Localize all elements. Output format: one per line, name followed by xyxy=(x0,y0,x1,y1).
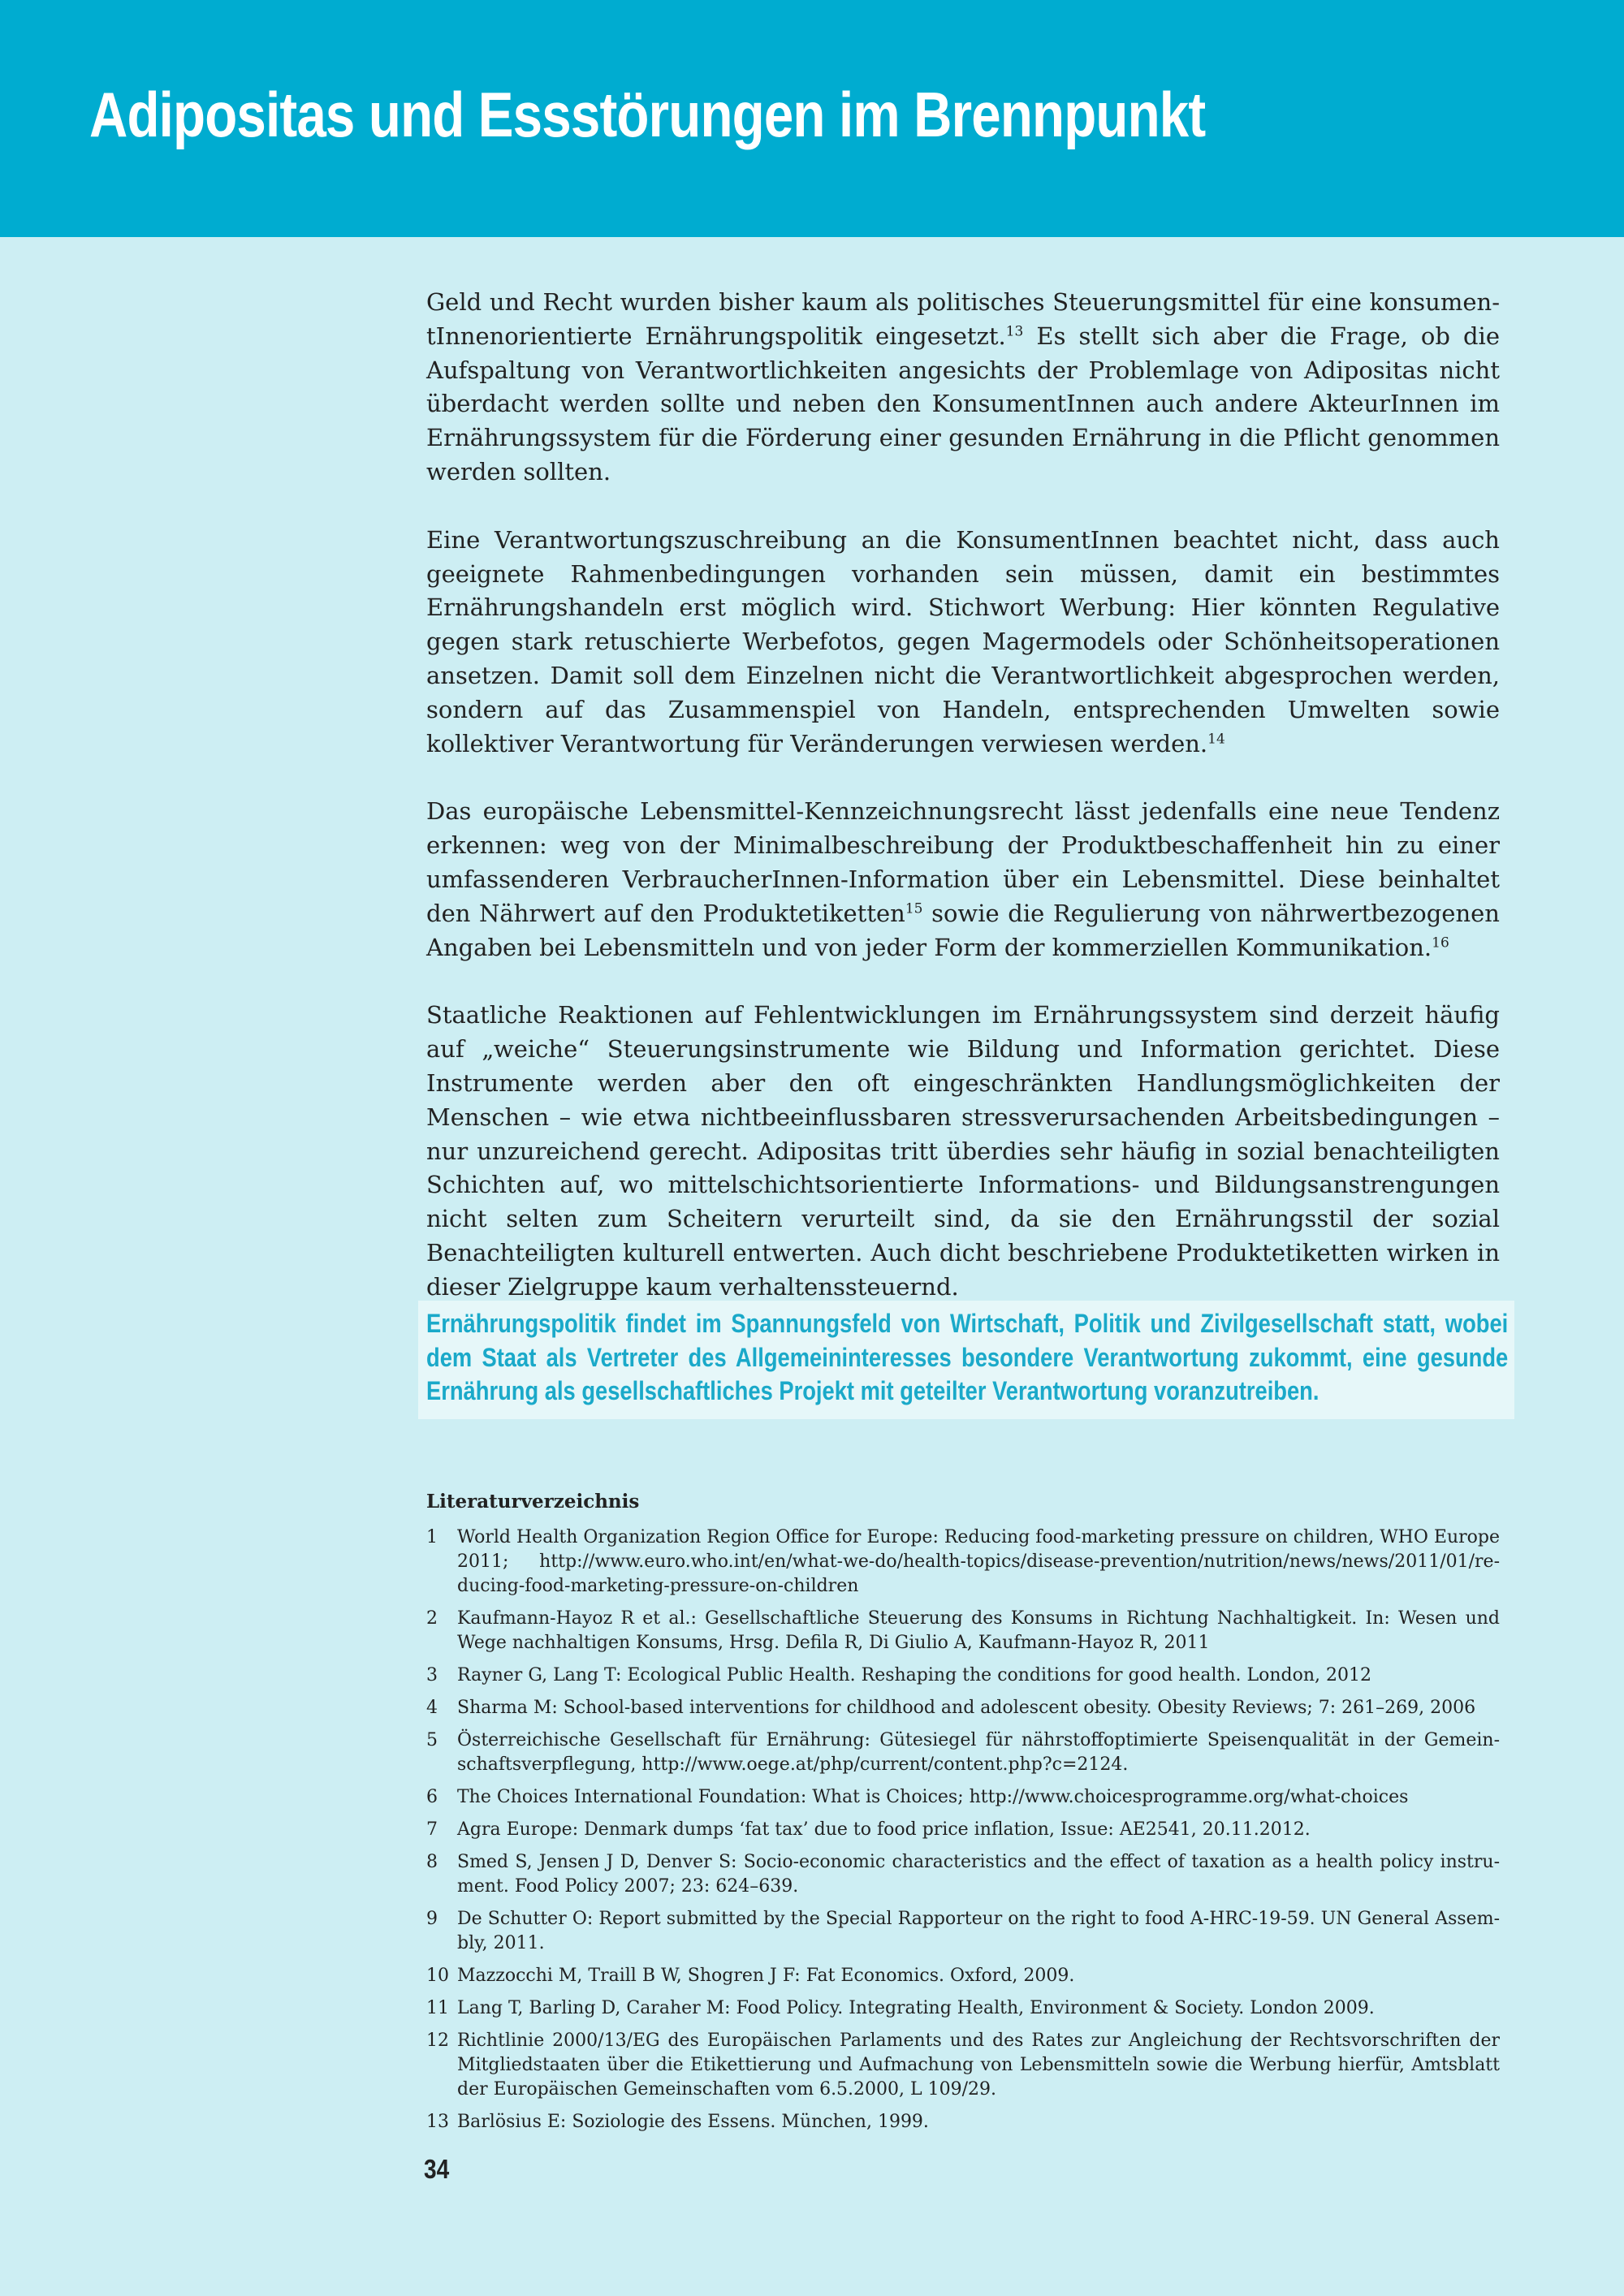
reference-number: 4 xyxy=(426,1698,438,1718)
reference-text: Richtlinie 2000/13/EG des Europäischen Parlaments und des Rates zur Angleichung der Rechtsvorschriften der Mitgliedstaaten über die Etikettierung und Aufmachung von Lebensmitteln sowie die Werbung hierfür, Amtsblatt der Europäischen Gemeinschaften vom 6.5.2000, L 109/29. xyxy=(457,2031,1500,2100)
callout-text: Ernährungspolitik findet im Spannungsfeld von Wirtschaft, Politik und Zivilgesellschaft statt, wobei dem Staat als Vertreter des Allgemeininteresses besondere Verantwortung zukommt, eine gesunde Ernährung als gesellschaftliches Projekt mit geteilter Verantwortung voranzutreiben. xyxy=(426,1309,1509,1405)
reference-number: 3 xyxy=(426,1665,438,1685)
paragraph-4: Staatliche Reaktionen auf Fehlentwicklungen im Ernährungssystem sind derzeit häufig auf „weiche“ Steuerungsinstrumente wie Bildung und Information gerichtet. Diese Instrumente werden aber den oft eingeschränkten Handlungsmöglichkeiten der Menschen – wie etwa nichtbeeinflussbaren stressverursachenden Arbeitsbedingungen – nur unzureichend gerecht. Adipositas tritt überdies sehr häufig in sozial benachteiligten Schichten auf, wo mittelschichtsorientierte Informations- und Bildungsanstrengungen nicht selten zum Scheitern verurteilt sind, da sie den Ernährungsstil der sozial Benachteiligten kulturell entwerten. Auch dicht beschriebene Produktetiketten wirken in dieser Zielgruppe kaum verhaltenssteuernd. xyxy=(426,1001,1500,1301)
paragraph-3-text: Das europäische Lebensmittel-Kennzeichnungsrecht lässt jedenfalls eine neue Tendenz erkennen: weg von der Minimalbeschreibung der Produktbeschaffenheit hin zu einer umfassenderen VerbraucherInnen-Information über ein Lebensmittel. Diese beinhaltet den Nährwert auf den Produktetiketten xyxy=(426,797,1500,927)
footnote-ref: 14 xyxy=(1207,730,1225,747)
reference-number: 1 xyxy=(426,1527,438,1547)
reference-text: Lang T, Barling D, Caraher M: Food Policy. Integrating Health, Environment & Society. London 2009. xyxy=(457,1998,1375,2018)
reference-text: Mazzocchi M, Traill B W, Shogren J F: Fat Economics. Oxford, 2009. xyxy=(457,1966,1075,1986)
reference-text: Österreichische Gesellschaft für Ernährung: Gütesiegel für nährstoffoptimierte Speisenqualität in der Gemeinschaftsverpflegung, http://www.oege.at/php/current/content.php?c=2124. xyxy=(457,1730,1500,1775)
references-section xyxy=(426,1491,1500,2143)
article-body xyxy=(426,286,1500,1319)
reference-item xyxy=(426,2110,1500,2134)
paragraph-1-text-cont: Es stellt sich aber die Frage, ob die Aufspaltung von Verantwortlichkeiten angesichts der Problemlage von Adipositas nicht überdacht werden sollte und neben den KonsumentInnen auch andere AkteurInnen im Ernährungssystem für die Förderung einer gesunden Ernährung in die Pflicht genommen werden sollten. xyxy=(426,322,1500,486)
reference-text: Kaufmann-Hayoz R et al.: Gesellschaftliche Steuerung des Konsums in Richtung Nachhaltigkeit. In: Wesen und Wege nachhaltigen Konsums, Hrsg. Defila R, Di Giulio A, Kaufmann-Hayoz R, 2011 xyxy=(457,1608,1500,1653)
reference-text: The Choices International Foundation: What is Choices; http://www.choicesprogramme.org/what-choices xyxy=(457,1787,1409,1807)
header-banner xyxy=(0,0,1624,237)
footnote-ref: 13 xyxy=(1005,323,1024,340)
reference-text: World Health Organization Region Office for Europe: Reducing food-marketing pressure on children, WHO Europe 2011; http://www.euro.who.int/en/what-we-do/health-topics/disease-prevention/nutrition/news/news/2011/01/reducing-food-marketing-pressure-on-children xyxy=(457,1527,1500,1596)
reference-item xyxy=(426,1664,1500,1688)
reference-number: 6 xyxy=(426,1787,438,1807)
footnote-ref: 15 xyxy=(905,900,923,917)
reference-text: Agra Europe: Denmark dumps ‘fat tax’ due to food price inflation, Issue: AE2541, 20.11.2012. xyxy=(457,1819,1311,1840)
reference-item xyxy=(426,2029,1500,2102)
reference-item xyxy=(426,1526,1500,1599)
reference-number: 11 xyxy=(426,1998,449,2018)
references-list xyxy=(426,1526,1500,2134)
reference-number: 10 xyxy=(426,1966,449,1986)
page-title: Adipositas und Essstörungen im Brennpunkt xyxy=(89,79,1206,150)
reference-item xyxy=(426,1696,1500,1720)
reference-item xyxy=(426,1996,1500,2021)
paragraph-2-text: Eine Verantwortungszuschreibung an die KonsumentInnen beachtet nicht, dass auch geeignete Rahmenbedingungen vorhanden sein müssen, damit ein bestimmtes Ernährungshandeln erst möglich wird. Stichwort Werbung: Hier könnten Regulative gegen stark retuschierte Werbefotos, gegen Magermodels oder Schönheitsoperationen ansetzen. Damit soll dem Einzelnen nicht die Verantwortlichkeit abgesprochen werden, sondern auf das Zusammenspiel von Handeln, entsprechenden Umwelten sowie kollektiver Verantwortung für Veränderungen verwiesen werden. xyxy=(426,525,1500,757)
reference-item xyxy=(426,1785,1500,1810)
paragraph-3 xyxy=(426,795,1500,965)
reference-text: De Schutter O: Report submitted by the Special Rapporteur on the right to food A-HRC-19-59. UN General Assembly, 2011. xyxy=(457,1909,1500,1953)
reference-number: 13 xyxy=(426,2112,449,2132)
paragraph-3-text-cont: sowie die Regulierung von nährwertbezogenen Angaben bei Lebensmitteln und von jeder Form der kommerziellen Kommunikation. xyxy=(426,899,1500,961)
reference-number: 5 xyxy=(426,1730,438,1750)
page-number: 34 xyxy=(424,2154,450,2184)
reference-item xyxy=(426,1818,1500,1842)
paragraph-2 xyxy=(426,524,1500,762)
callout-box xyxy=(418,1301,1514,1419)
reference-item xyxy=(426,1850,1500,1899)
reference-item xyxy=(426,1907,1500,1956)
reference-item xyxy=(426,1728,1500,1777)
references-heading: Literaturverzeichnis xyxy=(426,1491,640,1513)
reference-text: Sharma M: School-based interventions for childhood and adolescent obesity. Obesity Reviews; 7: 261–269, 2006 xyxy=(457,1698,1476,1718)
reference-item xyxy=(426,1964,1500,1988)
paragraph-1 xyxy=(426,286,1500,490)
reference-text: Smed S, Jensen J D, Denver S: Socio-economic characteristics and the effect of taxation as a health policy instrument. Food Policy 2007; 23: 624–639. xyxy=(457,1852,1500,1897)
footnote-ref: 16 xyxy=(1432,934,1449,951)
reference-number: 2 xyxy=(426,1608,438,1629)
reference-number: 8 xyxy=(426,1852,438,1872)
reference-number: 9 xyxy=(426,1909,438,1929)
reference-item xyxy=(426,1607,1500,1655)
paragraph-1-text: Geld und Recht wurden bisher kaum als politisches Steuerungsmittel für eine konsumentInnenorientierte Ernährungspolitik eingesetzt. xyxy=(426,288,1500,350)
reference-text: Barlösius E: Soziologie des Essens. München, 1999. xyxy=(457,2112,929,2132)
reference-text: Rayner G, Lang T: Ecological Public Health. Reshaping the conditions for good health. London, 2012 xyxy=(457,1665,1371,1685)
reference-number: 7 xyxy=(426,1819,438,1840)
reference-number: 12 xyxy=(426,2031,449,2051)
